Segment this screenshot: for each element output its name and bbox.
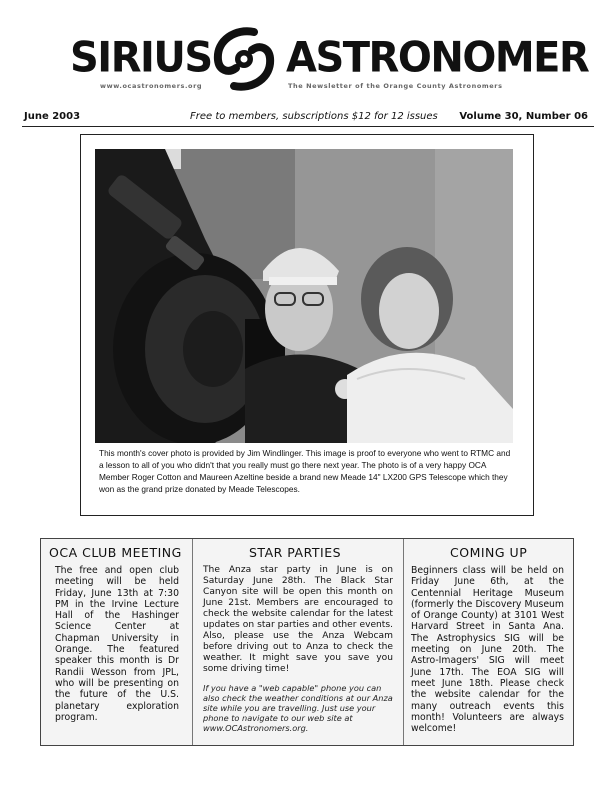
masthead-url: www.ocastronomers.org (100, 82, 203, 90)
star-parties-column (192, 539, 404, 745)
club-meeting-column (41, 539, 191, 745)
subscription-tagline: Free to members, subscriptions $12 for 12 issues (190, 111, 438, 122)
masthead-title-right: ASTRONOMER (286, 33, 589, 83)
coming-up-column (403, 539, 573, 745)
cover-photo-frame (80, 134, 534, 516)
issue-volume: Volume 30, Number 06 (459, 111, 588, 122)
coming-up-heading: COMING UP (450, 545, 528, 560)
sirius-logo-icon (206, 26, 282, 92)
club-meeting-text: The free and open club meeting will be held Friday, June 13th at 7:30 PM in the Irvine Lecture Hall of the Hashinger Science Center at Chapman University in Orange. The featured speaker this month is Dr Randii Wesson from JPL, who will be presenting on the future of the U.S. planetary exploration program. (55, 565, 179, 723)
info-columns (40, 538, 574, 746)
star-parties-note: If you have a "web capable" phone you can also check the weather conditions at our Anza site while you are travelling. Just use your phone to navigate to our web site at www.OCAstronomers.org. (203, 683, 393, 733)
masthead (60, 22, 589, 94)
club-meeting-heading: OCA CLUB MEETING (49, 545, 182, 560)
coming-up-text: Beginners class will be held on Friday June 6th, at the Centennial Heritage Museum (formerly the Discovery Museum of Orange County) at 3101 West Harvard Street in Santa Ana. The Astrophysics SIG will be meeting on June 20th. The Astro-Imagers' SIG will meet June 17th. The EOA SIG will meet June 18th. Please check the website calendar for the many outreach events this month! Volunteers are always welcome! (411, 565, 564, 735)
masthead-subtitle: The Newsletter of the Orange County Astronomers (288, 82, 503, 90)
star-parties-heading: STAR PARTIES (249, 545, 342, 560)
issue-date: June 2003 (24, 111, 81, 122)
masthead-title-left: SIRIUS (70, 33, 212, 83)
cover-caption: This month's cover photo is provided by Jim Windlinger. This image is proof to everyone who went to RTMC and a lesson to all of you who didn't that you really must go there next year. The photo is of a very happy OCA Member Roger Cotton and Maureen Azeltine beside a brand new Meade 14" LX200 GPS Telescope which they won as the grand prize donated by Meade Telescopes. (99, 448, 511, 494)
issue-bar (22, 110, 594, 127)
star-parties-text: The Anza star party in June is on Saturday June 28th. The Black Star Canyon site will be open this month on June 21st. Members are encouraged to check the website calendar for the latest updates on star parties and other events. Also, please use the Anza Webcam before driving out to Anza to check the weather. It might save you save you some driving time! (203, 565, 393, 674)
cover-photo (95, 149, 513, 443)
